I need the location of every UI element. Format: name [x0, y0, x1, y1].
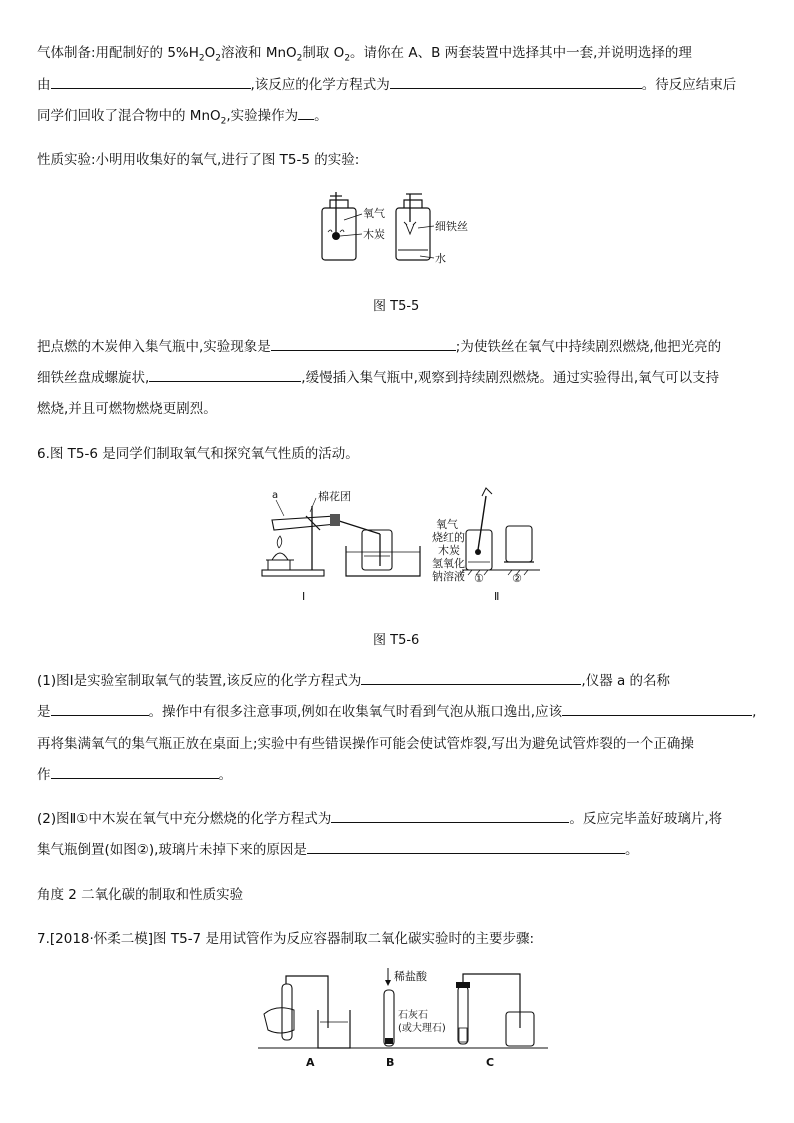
label-roman-1: Ⅰ — [302, 590, 306, 603]
text: ;为使铁丝在氧气中持续剧烈燃烧,他把光亮的 — [455, 339, 722, 355]
para2 — [37, 363, 759, 394]
label-marble: (或大理石) — [398, 1023, 446, 1034]
label-naoh-2: 钠溶液 — [432, 570, 465, 583]
label-oxygen-2: 氧气 — [436, 518, 458, 531]
answer-blank[interactable] — [51, 701, 149, 716]
text: ,缓慢插入集气瓶中,观察到持续剧烈燃烧。通过实验得出,氧气可以支持 — [301, 370, 720, 386]
label-acid: 稀盐酸 — [394, 970, 427, 983]
label-limestone: 石灰石 — [398, 1010, 428, 1021]
label-water: 水 — [435, 252, 446, 265]
text: (2)图Ⅱ①中木炭在氧气中充分燃烧的化学方程式为 — [37, 811, 332, 827]
label-red-charcoal-1: 烧红的 — [432, 531, 465, 544]
label-circle-2: ② — [512, 572, 522, 585]
answer-blank[interactable] — [361, 670, 581, 685]
gas-prep-line: 气体制备:用配制好的 $5\%H_2O_2$溶液和 MnO$_2$制取 $O_2$。请你在 A、B 两套装置中选择其中一套,并说明选择的理 — [37, 45, 692, 64]
text: 。 — [314, 108, 328, 124]
text: 溶液和 MnO — [221, 45, 297, 61]
answer-blank[interactable] — [307, 839, 625, 854]
label-iron-wire: 细铁丝 — [435, 220, 468, 233]
text: 气体制备:用配制好的 5%H — [37, 45, 199, 61]
property-intro: 性质实验:小明用收集好的氧气,进行了图 T5-5 的实验: — [37, 152, 360, 168]
q6-p2-line1 — [37, 804, 759, 835]
text: 由 — [37, 77, 51, 93]
para3: 燃烧,并且可燃物燃烧更剧烈。 — [37, 401, 217, 417]
text: ,仪器 a 的名称 — [581, 673, 671, 689]
answer-blank[interactable] — [51, 764, 219, 779]
answer-blank[interactable] — [51, 74, 251, 89]
text: 。请你在 A、B 两套装置中选择其中一套,并说明选择的理 — [350, 45, 692, 61]
answer-blank[interactable] — [271, 336, 456, 351]
figure-caption: 图 T5-5 — [373, 299, 420, 314]
text: 细铁丝盘成螺旋状, — [37, 370, 150, 386]
label-roman-2: Ⅱ — [494, 590, 500, 603]
answer-blank[interactable] — [562, 701, 752, 716]
text: 同学们回收了混合物中的 MnO — [37, 108, 221, 124]
figure-t5-5 — [310, 192, 480, 274]
text: 。 — [624, 842, 639, 858]
answer-blank[interactable] — [390, 74, 642, 89]
text: 集气瓶倒置(如图②),玻璃片未掉下来的原因是 — [37, 842, 307, 858]
label-charcoal: 木炭 — [363, 228, 385, 241]
text: (1)图Ⅰ是实验室制取氧气的装置,该反应的化学方程式为 — [37, 673, 362, 689]
para1 — [37, 332, 759, 363]
label-cotton: 棉花团 — [318, 490, 351, 503]
text: 。待反应结束后 — [641, 77, 737, 93]
label-circle-1: ① — [474, 572, 484, 585]
text: 作 — [37, 767, 51, 783]
q6-stem: 6.图 T5-6 是同学们制取氧气和探究氧气性质的活动。 — [37, 446, 359, 462]
label-a: a — [272, 490, 279, 501]
label-naoh-1: 氢氧化 — [432, 557, 465, 570]
label-oxygen: 氧气 — [363, 207, 385, 220]
answer-blank[interactable] — [149, 367, 301, 382]
text: 制取 O — [302, 45, 345, 61]
label-red-charcoal-2: 木炭 — [438, 544, 460, 557]
reason-line — [37, 70, 759, 101]
figure-caption: 图 T5-6 — [373, 633, 420, 648]
text: ,该反应的化学方程式为 — [250, 77, 390, 93]
recover-line: 同学们回收了混合物中的 MnO$_2$,实验操作为 。 — [37, 101, 759, 138]
text: 。反应完毕盖好玻璃片,将 — [569, 811, 723, 827]
figure-t5-7 — [258, 968, 558, 1072]
answer-blank[interactable] — [298, 105, 314, 120]
text: 。操作中有很多注意事项,例如在收集氧气时看到气泡从瓶口逸出,应该 — [148, 704, 563, 720]
text: 是 — [37, 704, 51, 720]
q6-p1-line3: 再将集满氧气的集气瓶正放在桌面上;实验中有些错误操作可能会使试管炸裂,写出为避免试管炸裂的一个正确操 — [37, 736, 694, 752]
text: , — [752, 704, 757, 720]
text: ,实验操作为 — [226, 108, 299, 124]
q6-p1-line2 — [37, 697, 759, 728]
q6-p2-line2 — [37, 835, 759, 866]
q6-p1-line1 — [37, 666, 759, 697]
q7-stem: 7.[2018·怀柔二模]图 T5-7 是用试管作为反应容器制取二氧化碳实验时的主要步骤: — [37, 931, 534, 947]
label-B: B — [386, 1056, 395, 1069]
angle-heading: 角度 2 二氧化碳的制取和性质实验 — [37, 887, 244, 903]
label-C: C — [486, 1056, 495, 1069]
label-A: A — [306, 1056, 315, 1069]
answer-blank[interactable] — [331, 808, 569, 823]
text: O — [204, 45, 216, 61]
text: 把点燃的木炭伸入集气瓶中,实验现象是 — [37, 339, 271, 355]
figure-t5-6 — [250, 486, 550, 604]
q6-p1-line4 — [37, 760, 759, 791]
text: 。 — [218, 767, 232, 783]
